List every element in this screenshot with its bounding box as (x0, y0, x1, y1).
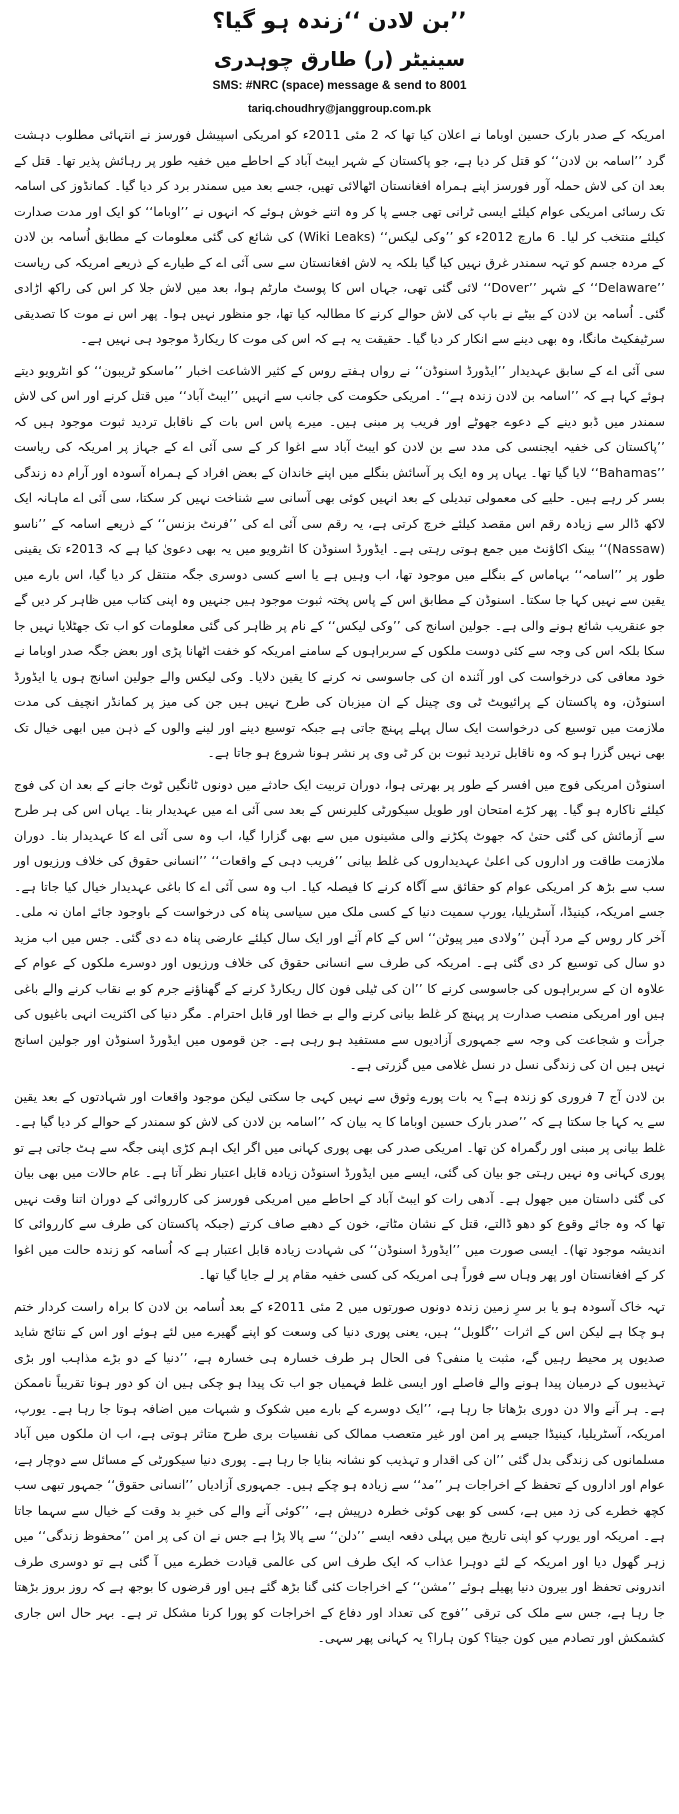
paragraph-5: تہہ خاک آسودہ ہو یا بر سرِ زمین زندہ دونوں صورتوں میں 2 مئی 2011ء کے بعد اُسامہ بن لادن کا براہ راست کردار ختم ہو چکا ہے لیکن اس کے اثرات ’’گلوبل‘‘ ہیں، یعنی پوری دنیا کی وسعت کو اپنے گھیرے میں لئے ہوئے اور اس کے نتائج شاید صدیوں پر محیط رہیں گے، مثبت یا منفی؟ فی الحال ہر طرف خسارہ ہی خسارہ ہے، ’’دنیا کے دو بڑے مذاہب اور بڑی تہذیبوں کے درمیان پیدا ہونے والے فاصلے اور ایسی غلط فہمیاں جو اب تک پیدا ہو چکی ہیں ان کو دور ہونا تقریباً ناممکن ہے۔ ہر آنے والا دن دوری بڑھاتا جا رہا ہے، ’’ایک دوسرے کے بارے میں شکوک و شبہات میں اضافہ ہوتا جا رہا ہے۔ یورپ، امریکہ، آسٹریلیا، کینیڈا جیسے پر امن اور غیر متعصب ممالک کی نفسیات بری طرح متاثر ہوتی ہے، اب ان ملکوں میں آباد مسلمانوں کی زندگی بدل گئی ’’ان کی اقدار و تہذیب کو نشانہ بنایا جا رہا ہے۔ پوری دنیا سیکورٹی کے مسائل سے دوچار ہے، عوام اور اداروں کے تحفظ کے اخراجات ہر ’’مد‘‘ سے زیادہ ہو چکے ہیں۔ جمہوری آزادیاں ’’انسانی حقوق‘‘ جمہور تبھی سب کچھ خطرے کی زد میں ہے، کسی کو بھی کوئی خطرہ درپیش ہے، ’’کوئی آنے والے کی خبرِ بد وقت کے خیال سے سہما جاتا ہے۔ امریکہ اور یورپ کو اپنی تاریخ میں پہلی دفعہ ایسے ’’دلن‘‘ سے پالا پڑا ہے جس نے ان کی پر امن ’’محفوظ زندگی‘‘ میں زہر گھول دیا اور امریکہ کے لئے دوہرا عذاب کہ ایک طرف اس کی عالمی قیادت خطرے میں آ گئی ہے تو دوسری طرف اندرونی تحفظ اور بیرون دنیا پھیلے ہوئے ’’مشن‘‘ کے اخراجات کئی گنا بڑھ گئے ہیں اور قرضوں کا بوجھ ہے کہ روز بروز بڑھتا جا رہا ہے، جس سے ملک کی ترقی ’’فوج کی تعداد اور دفاع کے اخراجات کو پورا کرنا مشکل تر ہے۔ بہر حال اس جاری کشمکش اور تصادم میں کون جیتا؟ کون ہارا؟ یہ کہانی پھر سہی۔ (14, 1298, 665, 1645)
paragraph-2: سی آئی اے کے سابق عہدیدار ’’ایڈورڈ اسنوڈن‘‘ نے رواں ہفتے روس کے کثیر الاشاعت اخبار ’’ماسکو ٹریبون‘‘ کو انٹرویو دیتے ہوئے کہا ہے کہ ’’اسامہ بن لادن زندہ ہے‘‘۔ امریکی حکومت کی جانب سے انہیں ’’ایبٹ آباد‘‘ میں قتل کرنے اور اس کی لاش سمندر میں ڈبو دینے کے دعوے جھوٹے اور فریب پر مبنی ہیں۔ میرے پاس اس بات کے ناقابل تردید ثبوت موجود ہیں کہ ’’پاکستان کی خفیہ ایجنسی کی مدد سے بن لادن کو ایبٹ آباد سے اغوا کر کے سی آئی اے کے جہاز پر امریکہ کی ریاست ’’Bahamas‘‘ لایا گیا تھا۔ یہاں پر وہ ایک پر آسائش بنگلے میں اپنے خاندان کے بعض افراد کے ہمراہ آسودہ اور آرام دہ زندگی بسر کر رہے ہیں۔ حلیے کی معمولی تبدیلی کے بعد انہیں کوئی بھی آسانی سے شناخت نہیں کر سکتا، سی آئی اے ماہانہ ایک لاکھ ڈالر سے زیادہ رقم اس مقصد کیلئے خرچ کرتی ہے، یہ رقم سی آئی اے کی ’’فرنٹ بزنس‘‘ کے ذریعے اسامہ کے ’’ناسو (Nassaw)‘‘ بینک اکاؤنٹ میں جمع ہوتی رہتی ہے۔ ایڈورڈ اسنوڈن کا انٹرویو میں یہ بھی دعویٰ کیا ہے کہ 2013ء تک یقینی طور پر ’’اسامہ‘‘ بہاماس کے بنگلے میں موجود تھا، اب وہیں ہے یا اسے کسی دوسری جگہ منتقل کر دیا گیا، اس بارے میں یقین سے نہیں کہا جا سکتا۔ اسنوڈن کے مطابق اس کے پاس پختہ ثبوت موجود ہیں جنہیں وہ اپنی کتاب میں ظاہر کر دیں گے جو عنقریب شائع ہونے والی ہے۔ جولین اسانج کی ’’وکی لیکس‘‘ کے نام پر ظاہر کی گئی معلومات کو اب تک جھٹلایا نہیں جا سکا بلکہ اس کی وجہ سے کئی دوست ملکوں کے سربراہوں کے سامنے امریکہ کو خفت اٹھانا پڑی اور بعض جگہ صدر اوباما نے خود معافی کی درخواست کی اور آئندہ ان کی جاسوسی نہ کرنے کا یقین دلایا۔ وکی لیکس والے جولین اسانج ہوں یا ایڈورڈ اسنوڈن، وہ پاکستان کے پرائیویٹ ٹی وی چینل کے ان میزبان کی طرح نہیں ہیں جن کی میز پر کمانڈر انچیف کی مدت ملازمت میں توسیع کی درخواست ایک سال پہلے پہنچ جاتی ہے جبکہ توسیع دینے اور لینے والوں کے ذہن میں ابھی خیال تک بھی نہیں گزرا ہو کہ وہ ناقابل تردید ثبوت بن کر ٹی وی پر نشر ہونا شروع ہو جاتا ہے۔ (14, 362, 665, 760)
author-byline: سینیٹر (ر) طارق چوہدری (213, 47, 466, 71)
paragraph-4: بن لادن آج 7 فروری کو زندہ ہے؟ یہ بات پورے وثوق سے نہیں کہی جا سکتی لیکن موجود واقعات اور شہادتوں کے بعد یقین سے یہ کہا جا سکتا ہے کہ ’’صدر بارک حسین اوباما کا یہ بیان کہ ’’اسامہ بن لادن کی لاش کو سمندر کے حوالے کر دیا گیا ہے۔ غلط بیانی پر مبنی اور رگمراہ کن تھا۔ امریکی صدر کی بھی پوری کہانی میں اگر ایک اہم کڑی اپنی جگہ سے ہٹ جاتی ہے تو پوری کہانی وہ نہیں رہتی جو بیان کی گئی، ایسے میں ایڈورڈ اسنوڈن زیادہ قابل اعتبار نظر آتا ہے۔ عام حالات میں بھی بیان کی گئی داستان میں جھول ہے۔ آدھی رات کو ایبٹ آباد کے احاطے میں امریکی فورسز کی کارروائی کے دوران اتنا وقت نہیں تھا کہ وہ جائے وقوع کو دھو ڈالتے، قتل کے نشان مٹاتے، خون کے دھبے صاف کرتے (جبکہ پاکستان کی طرف سے کارروائی کا اندیشہ موجود تھا)۔ ایسی صورت میں ’’ایڈورڈ اسنوڈن‘‘ کی شہادت زیادہ قابل اعتبار ہے کہ اُسامہ کو زندہ حالت میں اغوا کر کے افغانستان اور پھر وہاں سے فوراً ہی امریکہ کی کسی خفیہ مقام پر لے جایا گیا تھا۔ (14, 1088, 665, 1282)
column-body (14, 122, 665, 1651)
paragraph-3: اسنوڈن امریکی فوج میں افسر کے طور پر بھرتی ہوا، دوران تربیت ایک حادثے میں دونوں ٹانگیں ٹوٹ جانے کے بعد ان کی فوج کیلئے ناکارہ ہو گیا۔ پھر کڑے امتحان اور طویل سیکورٹی کلیرنس کے بعد سی آئی اے میں عہدیدار بنا۔ یہاں اس کی ہر طرح سے آزمائش کی گئی حتیٰ کہ جھوٹ پکڑنے والی مشینوں میں سے بھی گزارا گیا، اب وہ سی آئی اے کا عہدیدار بنا۔ دوران ملازمت طاقت ور اداروں کی اعلیٰ عہدیداروں کی غلط بیانی ’’فریب دہی کے واقعات‘‘ ’’انسانی حقوق کی خلاف ورزیوں اور سب سے بڑھ کر امریکی عوام کو حقائق سے آگاہ کرنے کا فیصلہ کیا۔ اب وہ سی آئی اے کا باغی عہدیدار خیال کیا جاتا ہے۔ جسے امریکہ، کینیڈا، آسٹریلیا، یورپ سمیت دنیا کے کسی ملک میں سیاسی پناہ کی درخواست کے باوجود جائے امان نہ ملی۔ آخر کار روس کے مرد آہن ’’ولادی میر پیوٹن‘‘ اس کے کام آئے اور ایک سال کیلئے عارضی پناہ دے دی گئی۔ جس میں اب مزید دو سال کی توسیع کر دی گئی ہے۔ امریکہ کی طرف سے انسانی حقوق کی خلاف ورزیوں اور دوسرے ملکوں کے عوام کے علاوہ ان کے سربراہوں کی جاسوسی کرنے کا ’’ان کی ٹیلی فون کال ریکارڈ کرنے کے گھناؤنے جرم کو بے نقاب کرنے والے باغی ہیں اور امریکی منصب صدارت پر پہنچ کر غلط بیانی کرنے والے بے خطا اور قابل احترام۔ مگر دنیا کی اکثریت انہی باغیوں کی جرأت و شجاعت کی وجہ سے جمہوری آزادیوں سے مستفید ہو رہی ہے۔ جن قوموں میں ایڈورڈ اسنوڈن اور جولین اسانج نہیں ہیں ان کی زندگی نسل در نسل غلامی میں گزرتی ہے۔ (14, 776, 665, 1072)
headline: ’’بن لادن ‘‘زندہ ہو گیا؟ (212, 9, 467, 34)
paragraph-1: امریکہ کے صدر بارک حسین اوباما نے اعلان کیا تھا کہ 2 مئی 2011ء کو امریکی اسپیشل فورسز نے انتہائی مطلوب دہشت گرد ’’اسامہ بن لادن‘‘ کو قتل کر دیا ہے، جو پاکستان کے شہر ایبٹ آباد کے احاطے میں خفیہ طور پر رہائش پذیر تھا۔ قتل کے بعد ان کی لاش حملہ آور فورسز اپنے ہمراہ افغانستان اٹھالائی تھیں، جسے بعد میں سمندر برد کر دیا گیا۔ کمانڈوز کی اسامہ تک رسائی امریکی عوام کیلئے ایسی ٹرانی تھی جسے پا کر وہ اتنے خوش ہوئے کہ انہوں نے ’’اوباما‘‘ کو ایک اور مدت صدارت کیلئے منتخب کر لیا۔ 6 مارچ 2012ء کو ’’وکی لیکس‘‘ (Wiki Leaks) کی شائع کی گئی معلومات کے مطابق اُسامہ بن لادن کے مردہ جسم کو تہہ سمندر غرق نہیں کیا گیا بلکہ یہ لاش افغانستان سے سی آئی اے کے طیارے کے ذریعے امریکہ کی ریاست ’’Delaware‘‘ کے شہر ’’Dover‘‘ لائی گئی تھی، جہاں اس کا پوسٹ مارٹم ہوا، بعد میں لاش جلا کر اس کی راکھ اڑادی گئی۔ اُسامہ بن لادن کے بیٹے نے باپ کی لاش حوالے کرنے کا مطالبہ کیا تھا، جو منظور نہیں ہوا۔ پھر اس نے موت کا تصدیقی سرٹیفکیٹ مانگا، وہ بھی دینے سے انکار کر دیا گیا۔ حقیقت یہ ہے کہ اس کی موت کا ریکارڈ موجود ہی نہیں ہے۔ (14, 127, 666, 346)
sms-line: SMS: #NRC (space) message & send to 8001 (212, 78, 467, 92)
column-header (14, 4, 665, 118)
author-email: tariq.choudhry@janggroup.com.pk (247, 103, 432, 115)
